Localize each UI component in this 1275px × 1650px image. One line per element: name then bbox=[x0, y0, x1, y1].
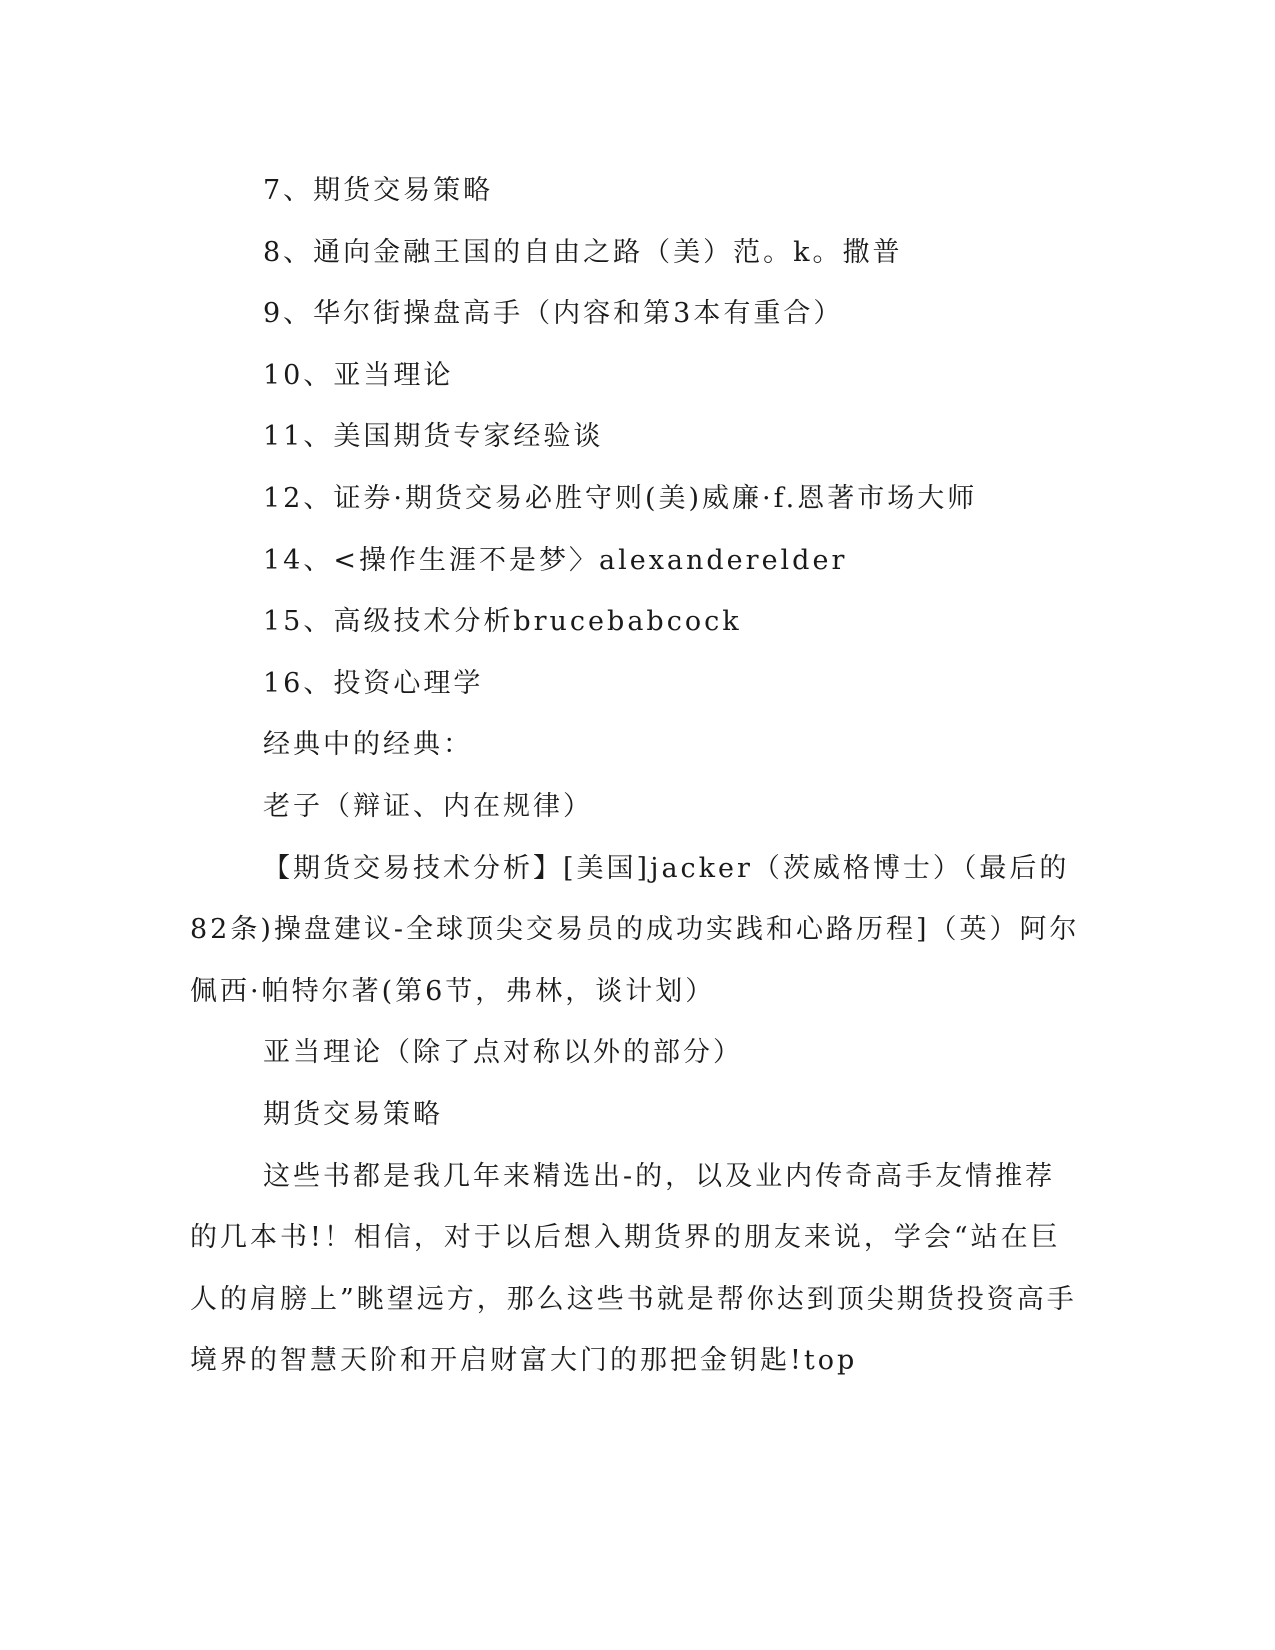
book-list-item-15: 15、高级技术分析brucebabcock bbox=[263, 606, 742, 638]
adam-theory-line: 亚当理论（除了点对称以外的部分） bbox=[263, 1037, 743, 1069]
book-list-item-10: 10、亚当理论 bbox=[263, 359, 454, 391]
book-list-item-7: 7、期货交易策略 bbox=[263, 175, 494, 206]
book-list-item-8: 8、通向金融王国的自由之路（美）范。k。撒普 bbox=[263, 236, 903, 268]
book-list-item-12: 12、证券·期货交易必胜守则(美)威廉·f.恩著市场大师 bbox=[263, 482, 978, 514]
book-list-item-16: 16、投资心理学 bbox=[263, 667, 484, 699]
laozi-line: 老子（辩证、内在规律） bbox=[263, 790, 593, 822]
futures-strategy-line: 期货交易策略 bbox=[263, 1098, 443, 1130]
book-list-item-9: 9、华尔街操盘高手（内容和第3本有重合） bbox=[263, 298, 844, 330]
book-list-item-11: 11、美国期货专家经验谈 bbox=[263, 421, 604, 453]
closing-paragraph: 这些书都是我几年来精选出-的，以及业内传奇高手友情推荐的几本书!！相信，对于以后想入期货界的朋友来说，学会“站在巨人的肩膀上”眺望远方，那么这些书就是帮你达到顶尖期货投资高手境界的智慧天阶和开启财富大门的那把金钥匙!top bbox=[190, 1160, 1077, 1377]
classics-heading: 经典中的经典： bbox=[263, 729, 473, 761]
document-body bbox=[190, 160, 1085, 1392]
classics-paragraph: 【期货交易技术分析】[美国]jacker（茨威格博士）（最后的82条)操盘建议-全球顶尖交易员的成功实践和心路历程]（英）阿尔佩西·帕特尔著(第6节，弗林，谈计划） bbox=[190, 852, 1080, 1007]
book-list-item-14: 14、<操作生涯不是梦〉alexanderelder bbox=[263, 544, 848, 576]
